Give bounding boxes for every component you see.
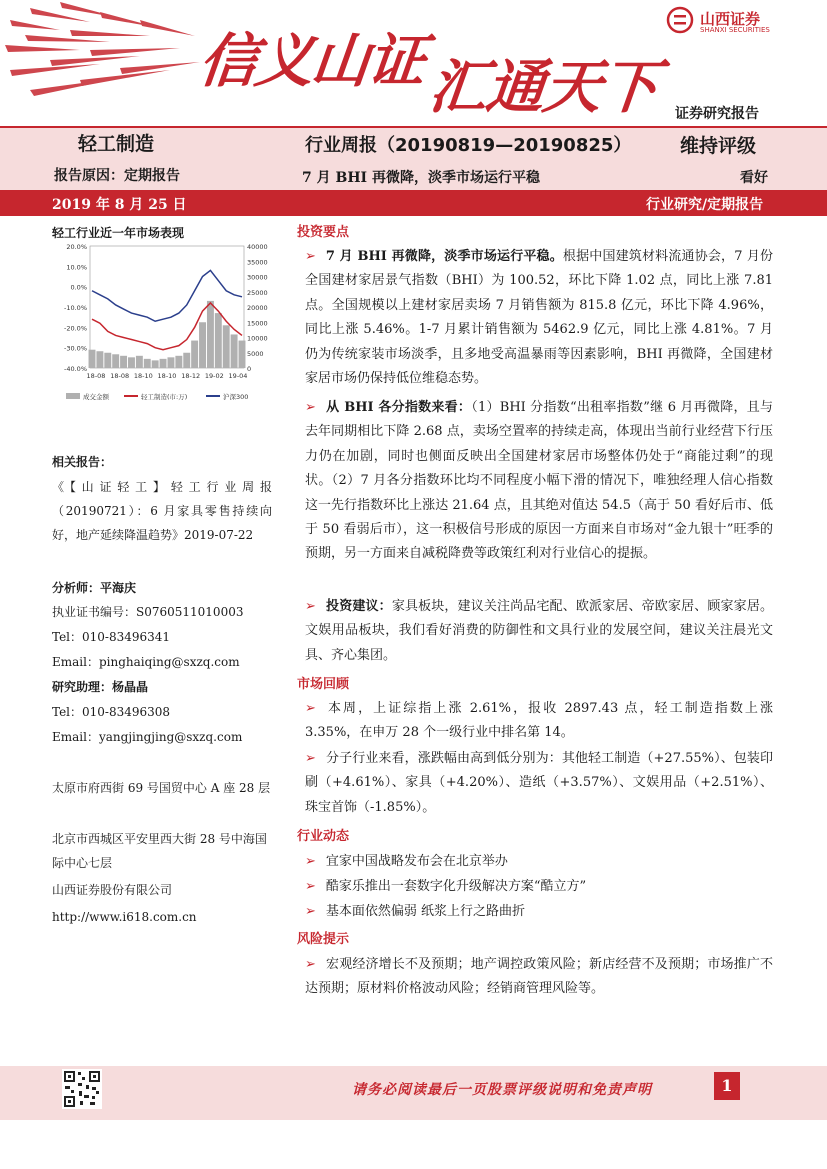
- legend-swatch: [66, 393, 80, 399]
- right-axis-tick-label: 5000: [247, 349, 264, 358]
- paragraph-bhi-body: 根据中国建筑材料流通协会，7 月份全国建材家居景气指数（BHI）为 100.52，环比下降 1.02 点，同比上涨 7.81 点。全国规模以上建材家居卖场 7 月销售额为 815.8 亿元，环比下降 4.96%，同比上涨 5.46%。1-7 月累计销售额为 5462.9 亿元，同比上涨 4.81%。7 月仍为传统家装市场淡季，且多地受高温暴雨等因素影响，BHI 再微降，全国建材家居市场仍保持低位维稳态势。: [305, 249, 773, 387]
- report-category: 行业研究/定期报告: [646, 197, 764, 213]
- left-axis-tick-label: 10.0%: [66, 263, 87, 272]
- disclaimer-text: 请务必阅读最后一页股票评级说明和免责声明: [352, 1082, 652, 1098]
- left-axis-tick-label: -10.0%: [64, 304, 87, 312]
- volume-bar: [89, 350, 96, 368]
- report-date: 2019 年 8 月 25 日: [52, 197, 187, 213]
- left-axis-tick-label: -30.0%: [64, 344, 87, 353]
- news-item: [305, 875, 773, 899]
- report-reason: 报告原因：定期报告: [54, 168, 180, 184]
- qr-code-icon: [62, 1069, 102, 1109]
- paragraph-advice-lead: 投资建议：: [325, 599, 392, 614]
- chart-title: 轻工行业近一年市场表现: [52, 226, 185, 240]
- related-report: 《【山证轻工】轻工行业周报（20190721）：6 月家具零售持续向好，地产延续降温趋势》2019-07-22: [52, 480, 272, 542]
- paragraph-risk-body: 宏观经济增长不及预期；地产调控政策风险；新店经营不及预期；市场推广不达预期；原材料价格波动风险；经销商管理风险等。: [305, 957, 773, 997]
- assistant-email[interactable]: Email：yangjingjing@sxzq.com: [52, 730, 243, 744]
- page-number: 1: [714, 1072, 740, 1100]
- volume-bar: [191, 341, 198, 368]
- paragraph-subsector-body: 分子行业来看，涨跌幅由高到低分别为：其他轻工制造（+27.55%）、包装印刷（+4.61%）、家具（+4.20%）、造纸（+3.57%）、文娱用品（+2.51%）、珠宝首饰（-1.85%）。: [305, 751, 773, 815]
- right-axis-tick-label: 30000: [247, 273, 268, 282]
- analyst-email[interactable]: Email：pinghaiqing@sxzq.com: [52, 655, 240, 669]
- paragraph-bhi: [305, 245, 773, 391]
- news-item: [305, 900, 773, 924]
- logo-name: 山西证券: [700, 10, 761, 28]
- address-taiyuan: 太原市府西街 69 号国贸中心 A 座 28 层: [52, 781, 271, 795]
- shanxi-securities-logo-icon: [666, 6, 694, 34]
- x-axis-tick-label: 18-12: [181, 372, 201, 380]
- right-axis-tick-label: 10000: [247, 334, 268, 343]
- volume-bar: [167, 357, 174, 368]
- volume-bar: [112, 354, 119, 368]
- left-axis-tick-label: 0.0%: [70, 283, 87, 292]
- industry-name: 轻工制造: [78, 133, 155, 155]
- arrow-bullet-icon: ➢: [305, 400, 316, 415]
- paragraph-investment-advice: [305, 595, 773, 668]
- right-axis-tick-label: 15000: [247, 319, 268, 328]
- market-performance-chart: [52, 240, 284, 410]
- right-axis-tick-label: 40000: [247, 243, 268, 251]
- report-type: 证券研究报告: [675, 106, 759, 122]
- arrow-bullet-icon: ➢: [305, 599, 316, 614]
- volume-bar: [120, 356, 127, 368]
- assistant-tel: Tel：010-83496308: [52, 705, 171, 719]
- paragraph-subsector: [305, 747, 773, 820]
- x-axis-tick-label: 18-10: [133, 372, 153, 380]
- analyst-tel: Tel：010-83496341: [52, 630, 171, 644]
- analyst: 分析师：平海庆: [52, 581, 137, 595]
- legend-label: 沪深300: [223, 393, 249, 401]
- x-axis-tick-label: 19-02: [204, 372, 224, 380]
- arrow-bullet-icon: ➢: [305, 701, 316, 716]
- section-investment-highlights: 投资要点: [297, 225, 350, 240]
- left-axis-tick-label: -40.0%: [64, 365, 87, 373]
- volume-bar: [231, 334, 238, 368]
- volume-bar: [152, 360, 159, 368]
- x-axis-tick-label: 19-04: [228, 372, 248, 380]
- paragraph-weekly-review-body: 本周，上证综指上涨 2.61%，报收 2897.43 点，轻工制造指数上涨 3.35%，在申万 28 个一级行业中排名第 14。: [305, 701, 773, 741]
- x-axis-tick-label: 18-08: [110, 372, 130, 380]
- volume-bar: [104, 353, 111, 368]
- logo-english: SHANXI SECURITIES: [700, 26, 770, 34]
- arrow-bullet-icon: ➢: [305, 854, 316, 869]
- news-item-text: 酷家乐推出一套数字化升级解决方案“酷立方”: [325, 879, 587, 894]
- volume-bar: [239, 341, 246, 368]
- news-item-text: 宜家中国战略发布会在北京举办: [325, 854, 508, 869]
- volume-bar: [175, 356, 182, 368]
- volume-bar: [207, 301, 214, 368]
- chart-svg: [52, 240, 284, 410]
- related-label: 相关报告：: [52, 455, 113, 469]
- report-subtitle: 7 月 BHI 再微降，淡季市场运行平稳: [302, 170, 540, 186]
- paragraph-subindex: [305, 396, 773, 567]
- arrow-bullet-icon: ➢: [305, 879, 316, 894]
- right-axis-tick-label: 20000: [247, 304, 268, 312]
- company-name: 山西证券股份有限公司: [52, 883, 173, 897]
- paragraph-subindex-lead: 从 BHI 各分指数来看：: [325, 400, 472, 415]
- left-axis-tick-label: -20.0%: [64, 324, 87, 333]
- volume-bar: [183, 353, 190, 368]
- right-axis-tick-label: 35000: [247, 258, 268, 267]
- arrow-bullet-icon: ➢: [305, 957, 316, 972]
- paragraph-bhi-lead: 7 月 BHI 再微降，淡季市场运行平稳。: [325, 249, 563, 264]
- analyst-cert: 执业证书编号：S0760511010003: [52, 605, 244, 619]
- news-item-text: 基本面依然偏弱 纸浆上行之路曲折: [325, 904, 526, 919]
- assistant: 研究助理：杨晶晶: [52, 680, 149, 694]
- volume-bar: [215, 313, 222, 368]
- news-item: [305, 850, 773, 874]
- weekly-title: 行业周报（20190819—20190825）: [305, 135, 632, 156]
- rating-label: 维持评级: [680, 135, 757, 157]
- outlook-label: 看好: [740, 170, 768, 186]
- decorative-arrows-graphic: [0, 0, 220, 110]
- paragraph-weekly-review: [305, 697, 773, 746]
- legend-label: 成交金额: [83, 393, 109, 401]
- paragraph-subindex-body: （1）BHI 分指数“出租率指数”继 6 月再微降，且与去年同期相比下降 2.68 点，卖场空置率的持续走高，体现出当前行业经营下行压力仍在加剧，同时也侧面反映出全国建材家居市场整体仍处于“商能过剩”的现状。（2）7 月各分指数环比均不同程度小幅下滑的情况下，唯独经理人信心指数这一先行指数环比上涨达 21.64 点，且其绝对值达 54.5（高于 50 看好后市、低于 50 看弱后市），这一积极信号形成的原因一方面来自市场对“金九银十”旺季的预期，另一方面来自减税降费等政策红利对行业信心的提振。: [305, 400, 773, 562]
- volume-bar: [128, 357, 135, 368]
- volume-bar: [160, 359, 167, 368]
- volume-bar: [96, 351, 103, 368]
- right-axis-tick-label: 0: [247, 365, 252, 373]
- section-industry-news: 行业动态: [297, 829, 350, 844]
- slogan-part1: 信义山证: [195, 27, 428, 95]
- address-beijing: 北京市西城区平安里西大街 28 号中海国际中心七层: [52, 832, 267, 870]
- right-axis-tick-label: 25000: [247, 288, 268, 297]
- arrow-bullet-icon: ➢: [305, 751, 316, 766]
- section-market-review: 市场回顾: [297, 677, 350, 692]
- paragraph-risk: [305, 953, 773, 1002]
- arrow-bullet-icon: ➢: [305, 904, 316, 919]
- section-risk-warning: 风险提示: [297, 932, 350, 947]
- slogan-part2: 汇通天下: [425, 53, 662, 121]
- x-axis-tick-label: 18-08: [86, 372, 106, 380]
- x-axis-tick-label: 18-10: [157, 372, 177, 380]
- volume-bar: [144, 359, 151, 368]
- volume-bar: [223, 325, 230, 368]
- company-url[interactable]: http://www.i618.com.cn: [52, 910, 197, 924]
- paragraph-advice-body: 家具板块，建议关注尚品宅配、欧派家居、帝欧家居、顾家家居。文娱用品板块，我们看好消费的防御性和文具行业的发展空间，建议关注晨光文具、齐心集团。: [305, 599, 773, 663]
- left-axis-tick-label: 20.0%: [66, 243, 87, 251]
- divider: [0, 126, 827, 128]
- arrow-bullet-icon: ➢: [305, 249, 316, 264]
- legend-label: 轻工制造(市:万): [141, 393, 188, 401]
- volume-bar: [199, 322, 206, 368]
- header-banner: [0, 0, 827, 128]
- volume-bar: [136, 356, 143, 368]
